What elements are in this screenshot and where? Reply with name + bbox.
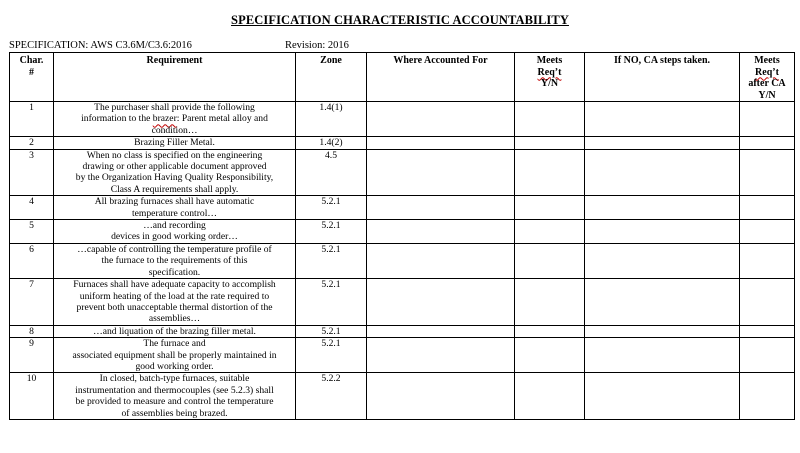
- revision-label: Revision: 2016: [285, 40, 349, 51]
- requirement-line: Furnaces shall have adequate capacity to accomplish: [73, 279, 276, 291]
- header-meets-after-ca: [740, 53, 795, 102]
- requirement-line: All brazing furnaces shall have automatic: [94, 196, 255, 208]
- ca-steps-cell[interactable]: [585, 325, 740, 337]
- requirement-line: information to the brazer: Parent metal alloy and: [81, 113, 268, 125]
- table-row: [10, 137, 795, 149]
- table-row: [10, 338, 795, 373]
- ca-steps-cell[interactable]: [585, 338, 740, 373]
- meets-after-ca-cell[interactable]: [740, 102, 795, 137]
- table-row: [10, 102, 795, 137]
- char-cell: 1: [10, 102, 54, 137]
- table-row: [10, 373, 795, 420]
- requirement-cell: [54, 102, 296, 137]
- meets-after-ca-cell[interactable]: [740, 220, 795, 244]
- meets-cell[interactable]: [515, 102, 585, 137]
- table-row: [10, 196, 795, 220]
- requirement-line: The purchaser shall provide the following: [94, 102, 255, 113]
- header-char-line: #: [29, 66, 34, 78]
- meets-cell[interactable]: [515, 279, 585, 326]
- requirement-line: devices in good working order…: [111, 231, 238, 243]
- requirement-cell: [54, 325, 296, 337]
- header-zone: Zone: [296, 53, 367, 102]
- requirement-line: prevent both unacceptable thermal distortion of the: [76, 301, 273, 313]
- requirement-line: by the Organization Having Quality Responsibility,: [75, 172, 274, 184]
- meets-cell[interactable]: [515, 196, 585, 220]
- meets-after-ca-cell[interactable]: [740, 196, 795, 220]
- requirement-cell: [54, 243, 296, 278]
- where-accounted-cell[interactable]: [367, 243, 515, 278]
- where-accounted-cell[interactable]: [367, 373, 515, 420]
- zone-cell: 5.2.2: [296, 373, 367, 420]
- header-char-line: Char.: [19, 55, 44, 66]
- char-cell: 3: [10, 149, 54, 196]
- requirement-line: …capable of controlling the temperature profile of: [77, 243, 272, 255]
- requirement-line: the furnace to the requirements of this: [101, 255, 248, 267]
- meets-after-ca-cell[interactable]: [740, 279, 795, 326]
- header-ca-steps: If NO, CA steps taken.: [585, 53, 740, 102]
- specification-label: SPECIFICATION: AWS C3.6M/C3.6:2016: [9, 40, 192, 51]
- requirement-line: assemblies…: [148, 313, 201, 325]
- meets-cell[interactable]: [515, 243, 585, 278]
- table-row: [10, 325, 795, 337]
- requirement-line: of assemblies being brazed.: [121, 407, 228, 419]
- requirement-line: temperature control…: [132, 207, 217, 219]
- header-meets-after-line: after CA: [748, 78, 786, 89]
- where-accounted-cell[interactable]: [367, 279, 515, 326]
- meets-cell[interactable]: [515, 338, 585, 373]
- table-row: [10, 149, 795, 196]
- ca-steps-cell[interactable]: [585, 137, 740, 149]
- ca-steps-cell[interactable]: [585, 279, 740, 326]
- header-meets-after-line: Req’t: [755, 66, 779, 78]
- requirement-line: When no class is specified on the engineering: [86, 149, 263, 161]
- zone-cell: 5.2.1: [296, 243, 367, 278]
- requirement-cell: [54, 338, 296, 373]
- meets-cell[interactable]: [515, 137, 585, 149]
- table-row: [10, 279, 795, 326]
- requirement-line: uniform heating of the load at the rate required to: [79, 290, 270, 302]
- where-accounted-cell[interactable]: [367, 338, 515, 373]
- zone-cell: 5.2.1: [296, 220, 367, 244]
- requirement-line: be provided to measure and control the temperature: [75, 396, 274, 408]
- meets-after-ca-cell[interactable]: [740, 338, 795, 373]
- meets-cell[interactable]: [515, 220, 585, 244]
- char-cell: 5: [10, 220, 54, 244]
- where-accounted-cell[interactable]: [367, 220, 515, 244]
- header-where-accounted: Where Accounted For: [367, 53, 515, 102]
- header-meets-line: Req’t: [537, 66, 562, 78]
- accountability-table: [9, 52, 795, 420]
- ca-steps-cell[interactable]: [585, 149, 740, 196]
- table-row: [10, 243, 795, 278]
- requirement-cell: [54, 220, 296, 244]
- table-header-row: [10, 53, 795, 102]
- where-accounted-cell[interactable]: [367, 149, 515, 196]
- zone-cell: 1.4(2): [296, 137, 367, 149]
- ca-steps-cell[interactable]: [585, 373, 740, 420]
- zone-cell: 5.2.1: [296, 325, 367, 337]
- header-meets-line: Y/N: [540, 78, 559, 89]
- requirement-cell: [54, 149, 296, 196]
- where-accounted-cell[interactable]: [367, 196, 515, 220]
- requirement-cell: [54, 137, 296, 149]
- zone-cell: 4.5: [296, 149, 367, 196]
- meets-cell[interactable]: [515, 325, 585, 337]
- requirement-line: In closed, batch-type furnaces, suitable: [99, 373, 250, 385]
- requirement-line: …and recording: [143, 220, 206, 232]
- ca-steps-cell[interactable]: [585, 243, 740, 278]
- requirement-cell: [54, 373, 296, 420]
- requirement-line: …and liquation of the brazing filler metal.: [93, 325, 256, 337]
- requirement-line: Brazing Filler Metal.: [134, 137, 215, 149]
- header-meets-after-line: Meets: [754, 55, 780, 66]
- requirement-line: specification.: [148, 266, 201, 278]
- char-cell: 7: [10, 279, 54, 326]
- where-accounted-cell[interactable]: [367, 102, 515, 137]
- requirement-line: Class A requirements shall apply.: [110, 183, 239, 195]
- ca-steps-cell[interactable]: [585, 220, 740, 244]
- ca-steps-cell[interactable]: [585, 102, 740, 137]
- meets-after-ca-cell[interactable]: [740, 325, 795, 337]
- char-cell: 4: [10, 196, 54, 220]
- header-char: [10, 53, 54, 102]
- requirement-line: associated equipment shall be properly maintained in: [72, 349, 277, 361]
- where-accounted-cell[interactable]: [367, 325, 515, 337]
- zone-cell: 5.2.1: [296, 196, 367, 220]
- char-cell: 8: [10, 325, 54, 337]
- table-row: [10, 220, 795, 244]
- char-cell: 9: [10, 338, 54, 373]
- zone-cell: 5.2.1: [296, 279, 367, 326]
- requirement-line: drawing or other applicable document approved: [82, 161, 267, 173]
- requirement-cell: [54, 279, 296, 326]
- ca-steps-cell[interactable]: [585, 196, 740, 220]
- meets-after-ca-cell[interactable]: [740, 243, 795, 278]
- where-accounted-cell[interactable]: [367, 137, 515, 149]
- meets-after-ca-cell[interactable]: [740, 149, 795, 196]
- meets-after-ca-cell[interactable]: [740, 373, 795, 420]
- char-cell: 10: [10, 373, 54, 420]
- requirement-line: condition…: [151, 124, 198, 136]
- meets-after-ca-cell[interactable]: [740, 137, 795, 149]
- zone-cell: 1.4(1): [296, 102, 367, 137]
- requirement-cell: [54, 196, 296, 220]
- header-meets-line: Meets: [536, 55, 563, 66]
- document-title: SPECIFICATION CHARACTERISTIC ACCOUNTABILITY: [231, 13, 569, 27]
- requirement-line: instrumentation and thermocouples (see 5.2.3) shall: [75, 384, 274, 396]
- zone-cell: 5.2.1: [296, 338, 367, 373]
- meets-cell[interactable]: [515, 149, 585, 196]
- requirement-line: good working order.: [135, 360, 214, 372]
- char-cell: 6: [10, 243, 54, 278]
- meets-cell[interactable]: [515, 373, 585, 420]
- spellcheck-word: brazer: [152, 113, 177, 125]
- header-requirement: Requirement: [54, 53, 296, 102]
- char-cell: 2: [10, 137, 54, 149]
- requirement-line: The furnace and: [143, 338, 206, 350]
- header-meets-after-line: Y/N: [758, 89, 776, 101]
- header-meets: [515, 53, 585, 102]
